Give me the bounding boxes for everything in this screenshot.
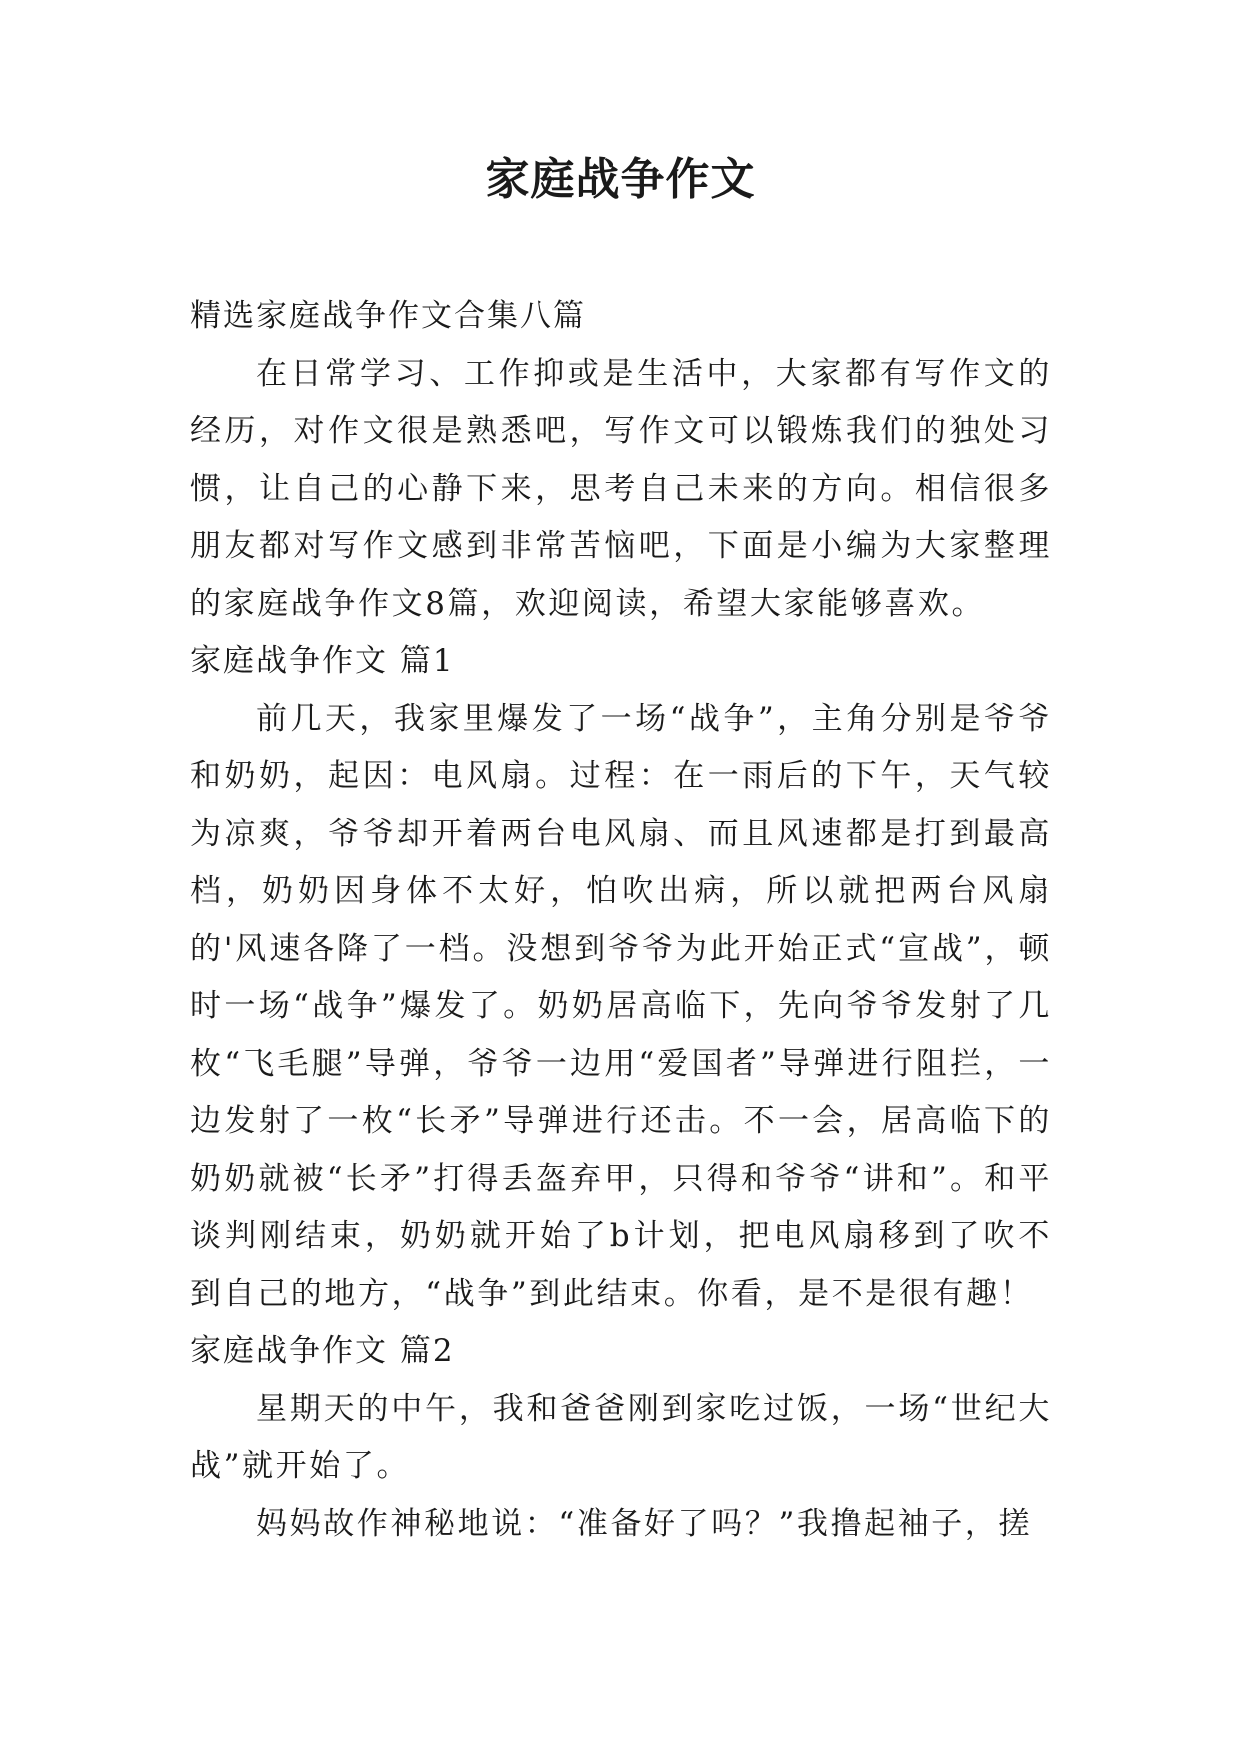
essay-2-paragraph-2: 妈妈故作神秘地说：“准备好了吗？”我撸起袖子，搓 [256,1505,1033,1542]
document-title: 家庭战争作文 [485,154,756,205]
document-body [190,288,1052,1553]
essay-2-heading: 家庭战争作文 篇2 [190,1333,455,1369]
intro-paragraph: 在日常学习、工作抑或是生活中，大家都有写作文的经历，对作文很是熟悉吧，写作文可以锻炼我们的独处习惯，让自己的心静下来，思考自己未来的方向。相信很多朋友都对写作文感到非常苦恼吧，下面是小编为大家整理的家庭战争作文8篇，欢迎阅读，希望大家能够喜欢。 [190,355,1052,622]
collection-heading: 精选家庭战争作文合集八篇 [190,298,586,334]
essay-2-paragraph-1: 星期天的中午，我和爸爸刚到家吃过饭，一场“世纪大战”就开始了。 [190,1390,1052,1484]
essay-1-paragraph: 前几天，我家里爆发了一场“战争”，主角分别是爷爷和奶奶，起因：电风扇。过程：在一雨后的下午，天气较为凉爽，爷爷却开着两台电风扇、而且风速都是打到最高档，奶奶因身体不太好，怕吹出病，所以就把两台风扇的'风速各降了一档。没想到爷爷为此开始正式“宣战”，顿时一场“战争”爆发了。奶奶居高临下，先向爷爷发射了几枚“飞毛腿”导弹，爷爷一边用“爱国者”导弹进行阻拦，一边发射了一枚“长矛”导弹进行还击。不一会，居高临下的奶奶就被“长矛”打得丢盔弃甲，只得和爷爷“讲和”。和平谈判刚结束，奶奶就开始了b计划，把电风扇移到了吹不到自己的地方，“战争”到此结束。你看，是不是很有趣！ [190,700,1052,1312]
essay-1-heading: 家庭战争作文 篇1 [190,643,455,679]
